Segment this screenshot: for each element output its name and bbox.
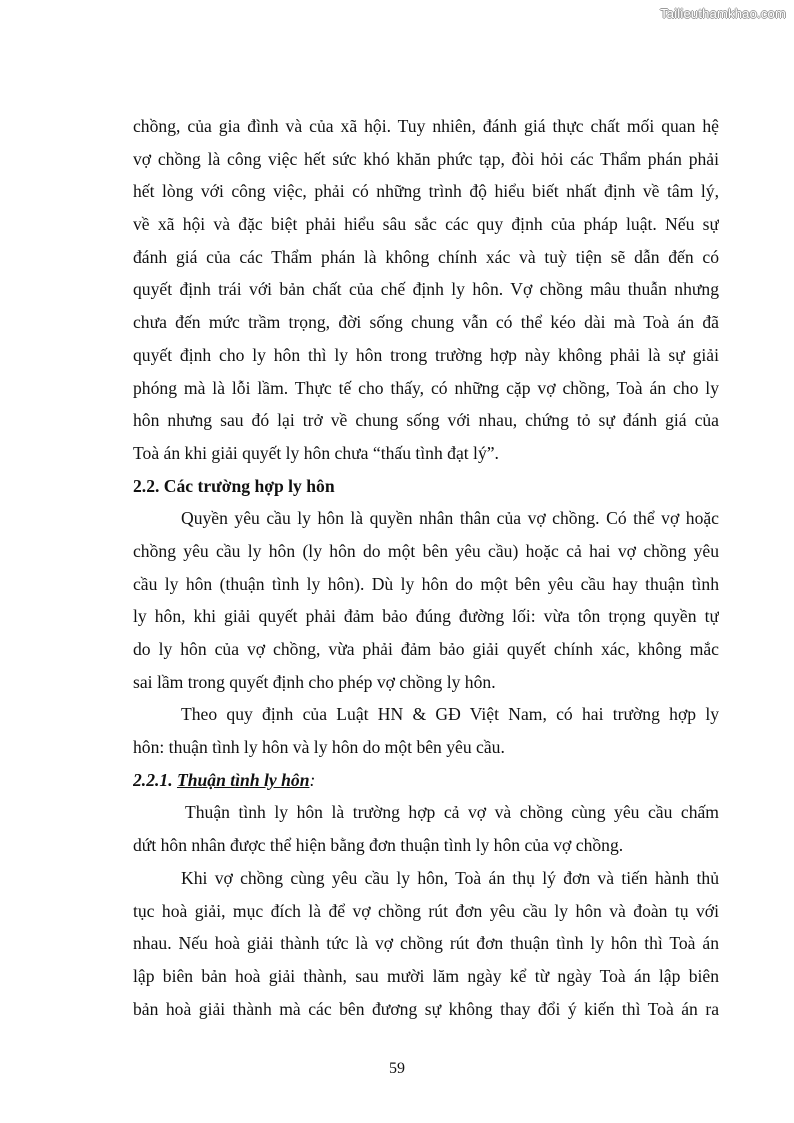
text-line: chồng, của gia đình và của xã hội. Tuy nhiên, đánh giá thực chất mối quan hệ — [133, 116, 719, 136]
text-line: hết lòng với công việc, phải có những trình độ hiểu biết nhất định về tâm lý, — [133, 181, 719, 202]
paragraph-consensual-definition — [133, 796, 719, 861]
subsection-colon: : — [309, 769, 316, 790]
paragraph-procedure — [133, 862, 719, 1025]
text-line: Quyền yêu cầu ly hôn là quyền nhân thân của vợ chồng. Có thể vợ hoặc — [181, 508, 719, 529]
text-line: nhau. Nếu hoà giải thành tức là vợ chồng rút đơn thuận tình ly hôn thì Toà án — [133, 933, 719, 954]
text-line: tục hoà giải, mục đích là để vợ chồng rút đơn yêu cầu ly hôn và đoàn tụ với — [133, 900, 719, 921]
text-line: hôn nhưng sau đó lại trở về chung sống với nhau, chứng tỏ sự đánh giá của — [133, 410, 719, 431]
text-line: chồng yêu cầu ly hôn (ly hôn do một bên yêu cầu) hoặc cả hai vợ chồng yêu — [133, 540, 719, 561]
paragraph-legal-basis — [133, 698, 719, 763]
text-line: Thuận tình ly hôn là trường hợp cả vợ và chồng cùng yêu cầu chấm — [185, 802, 719, 823]
paragraph-divorce-rights — [133, 502, 719, 698]
text-line: quyết định cho ly hôn thì ly hôn trong trường hợp này không phải là sự giải — [133, 344, 719, 365]
text-line: chưa đến mức trầm trọng, đời sống chung vẫn có thể kéo dài mà Toà án đã — [133, 312, 719, 333]
watermark: Tailieuthamkhao.com — [660, 6, 786, 21]
text-line: vợ chồng là công việc hết sức khó khăn phức tạp, đòi hỏi các Thẩm phán phải — [133, 148, 719, 169]
section-heading: 2.2. Các trường hợp ly hôn — [133, 475, 335, 496]
text-line: đánh giá của các Thẩm phán là không chính xác và tuỳ tiện sẽ dẫn đến có — [133, 246, 719, 267]
text-line: Khi vợ chồng cùng yêu cầu ly hôn, Toà án thụ lý đơn và tiến hành thủ — [181, 867, 719, 888]
subsection-number: 2.2.1. — [133, 769, 177, 790]
text-line: Toà án khi giải quyết ly hôn chưa “thấu tình đạt lý”. — [133, 442, 499, 463]
text-line: ly hôn, khi giải quyết phải đảm bảo đúng đường lối: vừa tôn trọng quyền tự — [133, 606, 719, 627]
paragraph-intro — [133, 110, 719, 470]
text-line: phóng mà là lỗi lầm. Thực tế cho thấy, có những cặp vợ chồng, Toà án cho ly — [133, 377, 719, 398]
text-line: cầu ly hôn (thuận tình ly hôn). Dù ly hôn do một bên yêu cầu hay thuận tình — [133, 573, 719, 594]
text-line: do ly hôn của vợ chồng, vừa phải đảm bảo giải quyết chính xác, không mắc — [133, 639, 719, 659]
text-line: Theo quy định của Luật HN & GĐ Việt Nam, có hai trường hợp ly — [181, 704, 719, 725]
text-line: hôn: thuận tình ly hôn và ly hôn do một bên yêu cầu. — [133, 737, 505, 758]
subsection-heading — [133, 764, 719, 797]
text-line: về xã hội và đặc biệt phải hiểu sâu sắc các quy định của pháp luật. Nếu sự — [133, 214, 719, 235]
text-line: quyết định trái với bản chất của chế định ly hôn. Vợ chồng mâu thuẫn nhưng — [133, 279, 719, 300]
text-line: sai lầm trong quyết định cho phép vợ chồng ly hôn. — [133, 671, 496, 692]
subsection-title: Thuận tình ly hôn — [176, 769, 310, 790]
text-line: dứt hôn nhân được thể hiện bằng đơn thuận tình ly hôn của vợ chồng. — [133, 835, 624, 856]
page-number: 59 — [389, 1060, 405, 1077]
text-line: bản hoà giải thành mà các bên đương sự không thay đổi ý kiến thì Toà án ra — [133, 998, 719, 1019]
page-content — [133, 110, 719, 1025]
text-line: lập biên bản hoà giải thành, sau mười lăm ngày kể từ ngày Toà án lập biên — [133, 965, 719, 986]
